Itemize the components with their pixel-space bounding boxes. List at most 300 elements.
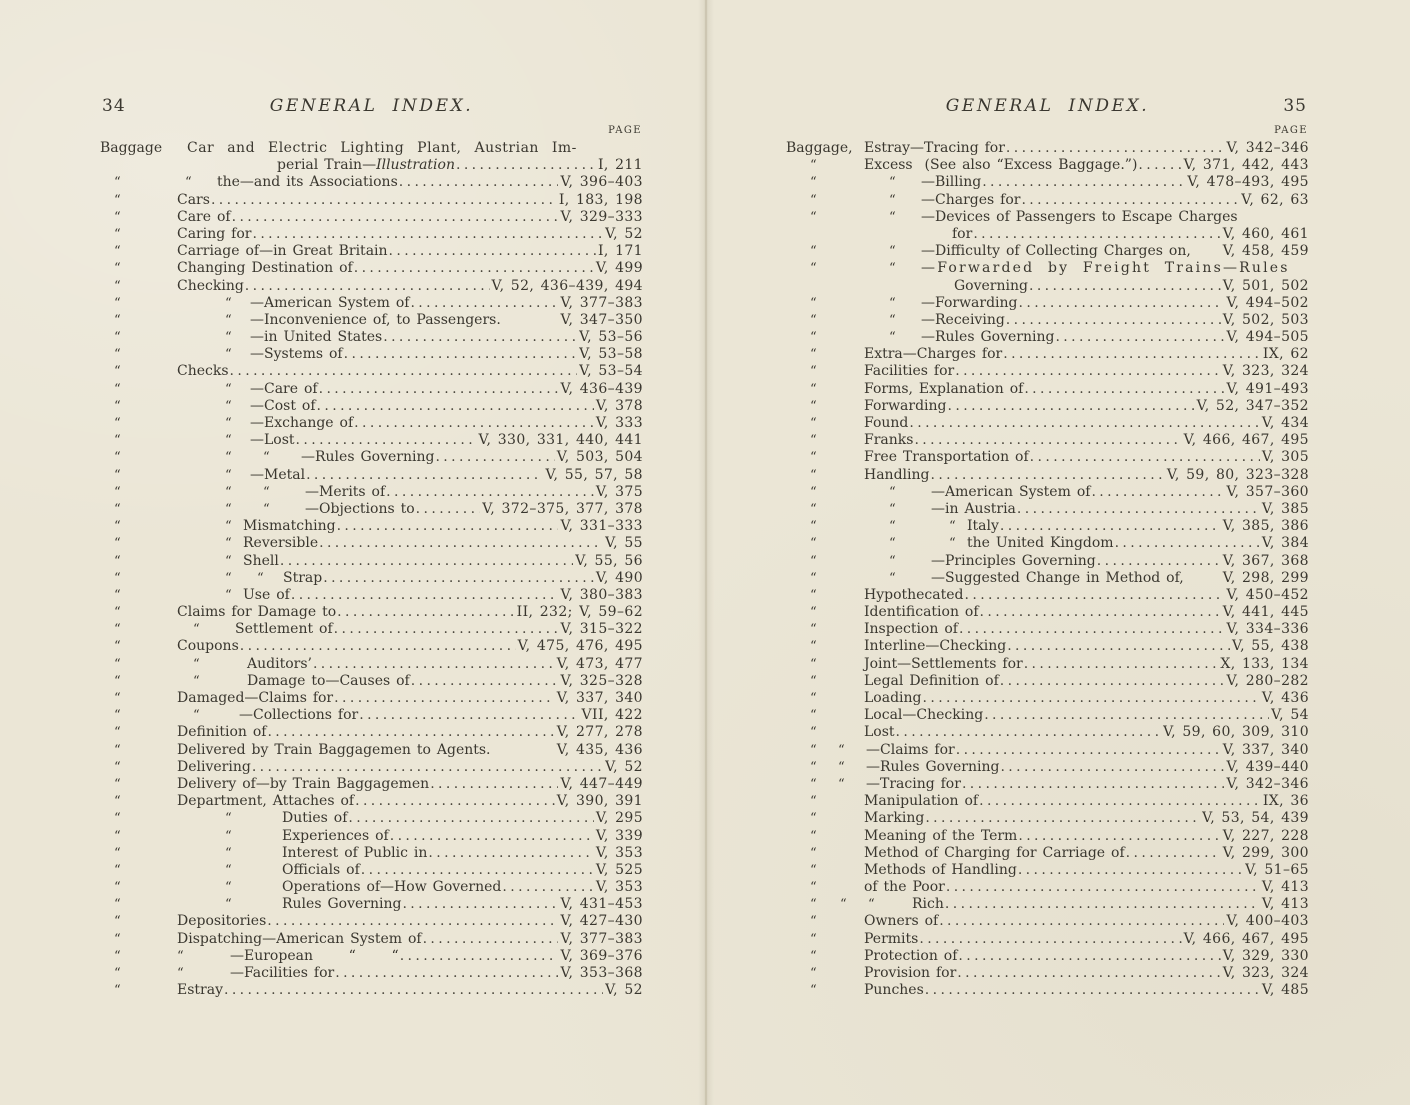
ditto-mark: “ xyxy=(949,519,956,535)
index-entry-row xyxy=(100,449,643,466)
dot-leader xyxy=(1000,518,1221,535)
dot-leader xyxy=(355,793,555,810)
entry-content xyxy=(864,157,1309,174)
index-entry-row xyxy=(786,638,1309,655)
entry-text: of the Poor xyxy=(864,879,945,896)
page-reference: IX, 62 xyxy=(1262,346,1309,363)
ditto-mark-cell xyxy=(786,535,864,552)
index-entry-row xyxy=(100,243,643,260)
entry-content xyxy=(864,346,1309,363)
entry-text: Forwarding xyxy=(864,397,947,414)
ditto-mark-cell xyxy=(786,398,864,415)
index-entry-row xyxy=(100,226,643,243)
ditto-mark: “ xyxy=(263,450,270,466)
ditto-mark: “ xyxy=(225,811,232,827)
page-reference: V, 342–346 xyxy=(1226,140,1309,156)
entry-text: —Billing xyxy=(921,174,982,191)
entry-content xyxy=(177,982,643,999)
dot-leader xyxy=(399,174,559,191)
page-reference: V, 466, 467, 495 xyxy=(1183,930,1309,947)
ditto-mark: “ xyxy=(114,347,121,363)
ditto-mark: “ xyxy=(889,519,896,535)
entry-content xyxy=(177,381,643,398)
entry-content xyxy=(864,948,1309,965)
entry-content xyxy=(177,965,643,982)
entry-text-italic: Illustration xyxy=(376,157,455,174)
entry-text: Handling xyxy=(864,466,930,483)
index-entry-row xyxy=(786,690,1309,707)
ditto-mark: “ xyxy=(114,244,121,260)
entry-content xyxy=(864,209,1309,226)
dot-leader xyxy=(267,724,554,741)
ditto-mark: “ xyxy=(810,398,817,414)
dot-leader xyxy=(337,604,515,621)
entry-content xyxy=(864,587,1309,604)
ditto-mark: “ xyxy=(810,828,817,844)
ditto-mark: “ xyxy=(810,416,817,431)
ditto-mark-cell xyxy=(786,587,864,604)
entry-text: —Merits of xyxy=(305,483,386,500)
ditto-mark: “ xyxy=(114,519,121,535)
entry-text: Mismatching xyxy=(243,518,336,535)
index-entry-row xyxy=(100,810,643,827)
ditto-mark-cell xyxy=(100,690,177,707)
ditto-mark-cell xyxy=(786,467,864,484)
ditto-mark: “ xyxy=(257,570,264,586)
entry-content xyxy=(177,174,643,191)
page-reference: V, 298, 299 xyxy=(1222,569,1309,586)
entry-content xyxy=(864,931,1309,948)
entry-content xyxy=(864,398,1309,415)
page-reference: V, 375 xyxy=(595,483,643,500)
dot-leader xyxy=(361,862,594,879)
ditto-mark-cell xyxy=(100,724,177,741)
ditto-mark-cell xyxy=(786,415,864,432)
dot-leader xyxy=(896,724,1162,741)
dot-leader xyxy=(980,604,1221,621)
entry-text: Department, Attaches of xyxy=(177,793,355,810)
page-reference: V, 369–376 xyxy=(560,947,643,964)
ditto-mark: “ xyxy=(225,398,232,414)
ditto-mark: “ xyxy=(114,175,121,191)
ditto-mark: “ xyxy=(177,966,184,981)
entry-text: Dispatching—American System of xyxy=(177,930,422,947)
entry-text: —Rules Governing xyxy=(921,329,1055,346)
index-entry-row xyxy=(100,690,643,707)
ditto-mark-cell xyxy=(786,295,864,312)
entry-content xyxy=(177,398,643,415)
ditto-mark-cell xyxy=(100,965,177,982)
index-entry-row xyxy=(786,174,1309,191)
page-reference: V, 371, 442, 443 xyxy=(1183,157,1309,174)
ditto-mark-cell xyxy=(100,862,177,879)
entry-text: —Care of xyxy=(250,380,318,397)
entry-content xyxy=(864,295,1309,312)
ditto-mark-cell xyxy=(100,570,177,587)
index-entry-row xyxy=(100,398,643,415)
entry-text: Officials of xyxy=(282,861,360,878)
dot-leader xyxy=(909,415,1259,432)
ditto-mark: “ xyxy=(810,484,817,500)
entry-content xyxy=(838,758,1309,776)
ditto-mark: “ xyxy=(114,330,121,346)
dot-leader xyxy=(232,209,559,226)
ditto-mark: “ xyxy=(114,381,121,397)
index-entry-row xyxy=(100,759,643,776)
entry-text: Loading xyxy=(864,690,922,706)
entry-text: Experiences of xyxy=(282,827,389,844)
entry-content xyxy=(864,501,1309,518)
ditto-mark: “ xyxy=(810,897,817,913)
index-entry-row xyxy=(100,638,643,655)
page-reference: V, 378 xyxy=(595,397,643,414)
entry-text: the United Kingdom xyxy=(967,535,1114,552)
page-reference: V, 503, 504 xyxy=(556,449,643,466)
ditto-mark: “ xyxy=(225,828,232,844)
index-entry-row xyxy=(786,604,1309,621)
page-reference: I, 183, 198 xyxy=(558,191,643,208)
entry-content xyxy=(864,570,1309,587)
entry-text: Permits xyxy=(864,930,919,947)
ditto-mark: “ xyxy=(114,467,121,483)
dot-leader xyxy=(1126,845,1221,862)
entry-content xyxy=(177,518,643,535)
entry-content xyxy=(864,226,1309,243)
dot-leader xyxy=(423,931,559,948)
entry-content xyxy=(864,312,1309,329)
ditto-mark: “ xyxy=(114,862,121,878)
ditto-mark: “ xyxy=(114,501,121,517)
entry-content xyxy=(177,329,643,346)
ditto-mark: “ xyxy=(114,742,121,758)
ditto-mark: “ xyxy=(263,501,270,517)
entry-content xyxy=(177,157,643,174)
ditto-mark-cell xyxy=(100,346,177,363)
ditto-mark: “ xyxy=(810,330,817,346)
index-entry-row xyxy=(786,965,1309,982)
page-number: 34 xyxy=(102,96,126,116)
entry-text: Found xyxy=(864,415,909,431)
ditto-mark: “ xyxy=(193,622,200,638)
entry-content xyxy=(864,467,1309,484)
entry-text: Cars xyxy=(177,191,210,208)
entry-text: Damaged—Claims for xyxy=(177,690,334,706)
entry-text: —Receiving xyxy=(921,311,1005,328)
ditto-mark-cell xyxy=(100,398,177,415)
dot-leader xyxy=(224,982,603,999)
entry-content xyxy=(864,278,1309,295)
ditto-mark: “ xyxy=(810,759,817,775)
index-entry-row xyxy=(786,484,1309,501)
ditto-mark-cell xyxy=(786,449,864,466)
ditto-mark-cell xyxy=(786,363,864,380)
dot-leader xyxy=(296,432,477,449)
index-entry-row xyxy=(786,243,1309,260)
entry-content xyxy=(177,535,643,552)
entry-content xyxy=(177,690,643,707)
dot-leader xyxy=(1006,312,1221,329)
index-entry-row xyxy=(100,845,643,862)
index-entry-row xyxy=(786,913,1309,930)
index-entry-row xyxy=(100,931,643,948)
entry-content xyxy=(864,363,1309,380)
index-entry-row xyxy=(786,140,1309,157)
index-entry-row xyxy=(100,518,643,535)
entry-content xyxy=(177,346,643,363)
ditto-mark: “ xyxy=(810,708,817,724)
ditto-mark: “ xyxy=(114,622,121,638)
index-entry-row xyxy=(100,948,643,965)
dot-leader xyxy=(323,570,594,587)
index-entry-row xyxy=(786,982,1309,999)
entry-text: Joint—Settlements for xyxy=(864,655,1023,672)
ditto-mark: “ xyxy=(114,725,121,741)
ditto-mark-cell xyxy=(100,707,177,724)
dot-leader xyxy=(1030,449,1260,466)
ditto-mark: “ xyxy=(225,501,232,517)
ditto-mark: “ xyxy=(810,312,817,328)
ditto-mark: “ xyxy=(225,587,232,603)
dot-leader xyxy=(410,295,558,312)
ditto-mark: “ xyxy=(114,433,121,449)
ditto-mark-cell xyxy=(786,501,864,518)
ditto-mark-cell xyxy=(100,673,177,690)
dot-leader xyxy=(334,690,555,707)
ditto-mark-cell xyxy=(100,329,177,346)
entry-text: —Rules Governing xyxy=(301,449,435,466)
entry-content xyxy=(177,621,643,638)
ditto-mark: “ xyxy=(225,862,232,878)
page-reference: V, 435, 436 xyxy=(556,741,643,758)
index-entry-row xyxy=(100,501,643,518)
page-reference: V, 52 xyxy=(605,758,643,775)
entry-text: Legal Definition of xyxy=(864,672,999,689)
index-entry-row xyxy=(786,346,1309,363)
page-reference: V, 339 xyxy=(595,827,643,844)
page-reference: V, 337, 340 xyxy=(1222,741,1309,758)
entry-content xyxy=(864,673,1309,690)
ditto-mark: “ xyxy=(810,553,817,569)
ditto-mark: “ xyxy=(889,553,896,569)
dot-leader xyxy=(335,965,558,982)
ditto-mark: “ xyxy=(810,673,817,689)
ditto-mark: “ xyxy=(177,948,184,964)
ditto-mark: “ xyxy=(225,536,232,552)
entry-text: —Collections for xyxy=(239,707,359,724)
entry-text: —in United States xyxy=(250,329,383,346)
page-reference: IX, 36 xyxy=(1262,793,1309,810)
ditto-mark-cell xyxy=(100,278,177,295)
entry-text: —in Austria xyxy=(931,500,1016,517)
entry-content xyxy=(864,484,1309,501)
entry-text: —Forwarding xyxy=(921,294,1018,311)
entry-text: Rules Governing xyxy=(282,896,402,913)
entry-content xyxy=(864,260,1309,277)
ditto-mark: “ xyxy=(114,605,121,621)
dot-leader xyxy=(1097,553,1221,570)
page-column-label: PAGE xyxy=(608,125,642,136)
ditto-mark: “ xyxy=(810,501,817,517)
entry-text: Checking xyxy=(177,277,244,294)
entry-text: Interline—Checking xyxy=(864,638,1007,655)
page-reference: I, 211 xyxy=(597,157,643,174)
index-entry-row xyxy=(786,621,1309,638)
index-entry-row xyxy=(100,295,643,312)
page-reference: V, 436–439 xyxy=(560,380,643,397)
index-entry-row xyxy=(100,535,643,552)
ditto-mark: “ xyxy=(114,897,121,913)
dot-leader xyxy=(456,157,596,174)
entry-text: Depositories xyxy=(177,913,267,930)
ditto-mark: “ xyxy=(114,484,121,500)
ditto-mark: “ xyxy=(114,828,121,844)
page-number: 35 xyxy=(1283,96,1307,116)
entry-content xyxy=(177,948,643,965)
index-entry-row xyxy=(786,381,1309,398)
page-reference: V, 55, 57, 58 xyxy=(545,466,643,483)
ditto-mark: “ xyxy=(838,776,845,792)
ditto-mark: “ xyxy=(949,536,956,552)
entry-text: Facilities for xyxy=(864,363,955,380)
dot-leader xyxy=(240,638,516,655)
page-reference: V, 439–440 xyxy=(1226,758,1309,775)
ditto-mark: “ xyxy=(225,433,232,449)
page-reference: V, 323, 324 xyxy=(1222,965,1309,981)
entry-content xyxy=(864,604,1309,621)
ditto-mark: “ xyxy=(185,175,192,191)
dot-leader xyxy=(245,278,490,295)
entry-text: —European “ “ xyxy=(230,947,399,964)
page-reference: V, 52 xyxy=(605,225,643,242)
dot-leader xyxy=(973,226,1220,243)
page-reference: V, 396–403 xyxy=(560,174,643,191)
entry-head-cell: Baggage, xyxy=(786,140,853,156)
index-entry-row xyxy=(786,742,1309,759)
ditto-mark-cell xyxy=(100,621,177,638)
dot-leader xyxy=(1029,278,1221,295)
ditto-mark-cell xyxy=(786,845,864,862)
ditto-mark: “ xyxy=(114,587,121,603)
dot-leader xyxy=(1000,759,1224,776)
ditto-mark: “ xyxy=(889,209,896,225)
entry-content xyxy=(177,759,643,776)
index-entry-row xyxy=(100,415,643,432)
index-entry-row xyxy=(100,570,643,587)
ditto-mark: “ xyxy=(114,759,121,775)
page-reference: V, 427–430 xyxy=(560,913,643,930)
ditto-mark: “ xyxy=(810,966,817,981)
entry-text: Checks xyxy=(177,363,229,380)
index-entry-row xyxy=(786,398,1309,415)
entry-content xyxy=(864,828,1309,845)
entry-content xyxy=(177,776,643,793)
ditto-mark-cell xyxy=(100,759,177,776)
entry-content xyxy=(177,587,643,604)
dot-leader xyxy=(1018,862,1243,879)
ditto-mark-cell xyxy=(786,570,864,587)
page-reference: V, 460, 461 xyxy=(1222,225,1309,242)
page-reference: V, 329–333 xyxy=(560,208,643,225)
dot-leader xyxy=(923,690,1260,707)
ditto-mark: “ xyxy=(810,983,817,999)
index-entry-row xyxy=(100,776,643,793)
dot-leader xyxy=(359,707,579,724)
dot-leader xyxy=(502,879,593,896)
entry-content xyxy=(177,604,643,621)
index-entry-row xyxy=(786,776,1309,793)
dot-leader xyxy=(925,982,1260,999)
entry-text: —Systems of xyxy=(250,346,343,363)
dot-leader xyxy=(348,810,593,827)
page-reference: V, 55 xyxy=(605,535,643,552)
entry-content xyxy=(177,793,643,810)
page-reference: V, 367, 368 xyxy=(1222,552,1309,569)
entry-content xyxy=(864,724,1309,741)
entry-text: Changing Destination of xyxy=(177,260,353,277)
entry-content xyxy=(838,741,1309,759)
entry-text: —American System of xyxy=(931,483,1091,500)
ditto-mark: “ xyxy=(838,742,845,758)
entry-text: Duties of xyxy=(282,810,348,827)
dot-leader xyxy=(925,810,1200,827)
right-page-header xyxy=(786,96,1309,116)
index-entry-row xyxy=(100,157,643,174)
entry-content xyxy=(864,707,1309,724)
ditto-mark: “ xyxy=(810,450,817,466)
ditto-mark: “ xyxy=(225,553,232,569)
index-entry-row xyxy=(786,467,1309,484)
entry-text: Forms, Explanation of xyxy=(864,380,1024,397)
dot-leader xyxy=(389,243,596,260)
index-entry-row xyxy=(786,278,1309,295)
right-page xyxy=(786,96,1309,999)
ditto-mark: “ xyxy=(810,605,817,621)
ditto-mark: “ xyxy=(810,467,817,483)
ditto-mark: “ xyxy=(193,673,200,689)
entry-content xyxy=(177,278,643,295)
entry-content xyxy=(177,415,643,432)
ditto-mark: “ xyxy=(810,656,817,672)
index-entry-row xyxy=(786,553,1309,570)
ditto-mark-cell xyxy=(100,742,177,759)
entry-text: —Metal xyxy=(250,466,306,483)
entry-content xyxy=(177,879,643,896)
entry-content xyxy=(864,810,1309,827)
entry-content xyxy=(177,913,643,930)
page-reference: V, 385 xyxy=(1261,500,1309,517)
index-entries xyxy=(786,140,1309,999)
ditto-mark: “ xyxy=(114,948,121,964)
ditto-mark-cell xyxy=(100,604,177,621)
page-reference: V, 53–56 xyxy=(579,329,643,346)
index-entry-row xyxy=(100,896,643,913)
index-entry-row xyxy=(100,140,643,157)
index-entry-row xyxy=(786,535,1309,552)
ditto-mark: “ xyxy=(810,192,817,208)
ditto-mark-cell xyxy=(786,243,864,260)
index-entry-row xyxy=(786,501,1309,518)
dot-leader xyxy=(1018,828,1220,845)
entry-text: Manipulation of xyxy=(864,793,979,810)
entry-text: Use of xyxy=(243,586,290,603)
entry-content xyxy=(177,845,643,862)
ditto-mark-cell xyxy=(786,931,864,948)
entry-text: —Suggested Change in Method of, xyxy=(931,569,1184,586)
index-entry-row xyxy=(100,278,643,295)
index-entry-row xyxy=(786,432,1309,449)
dot-leader xyxy=(386,484,594,501)
ditto-mark: “ xyxy=(810,948,817,964)
